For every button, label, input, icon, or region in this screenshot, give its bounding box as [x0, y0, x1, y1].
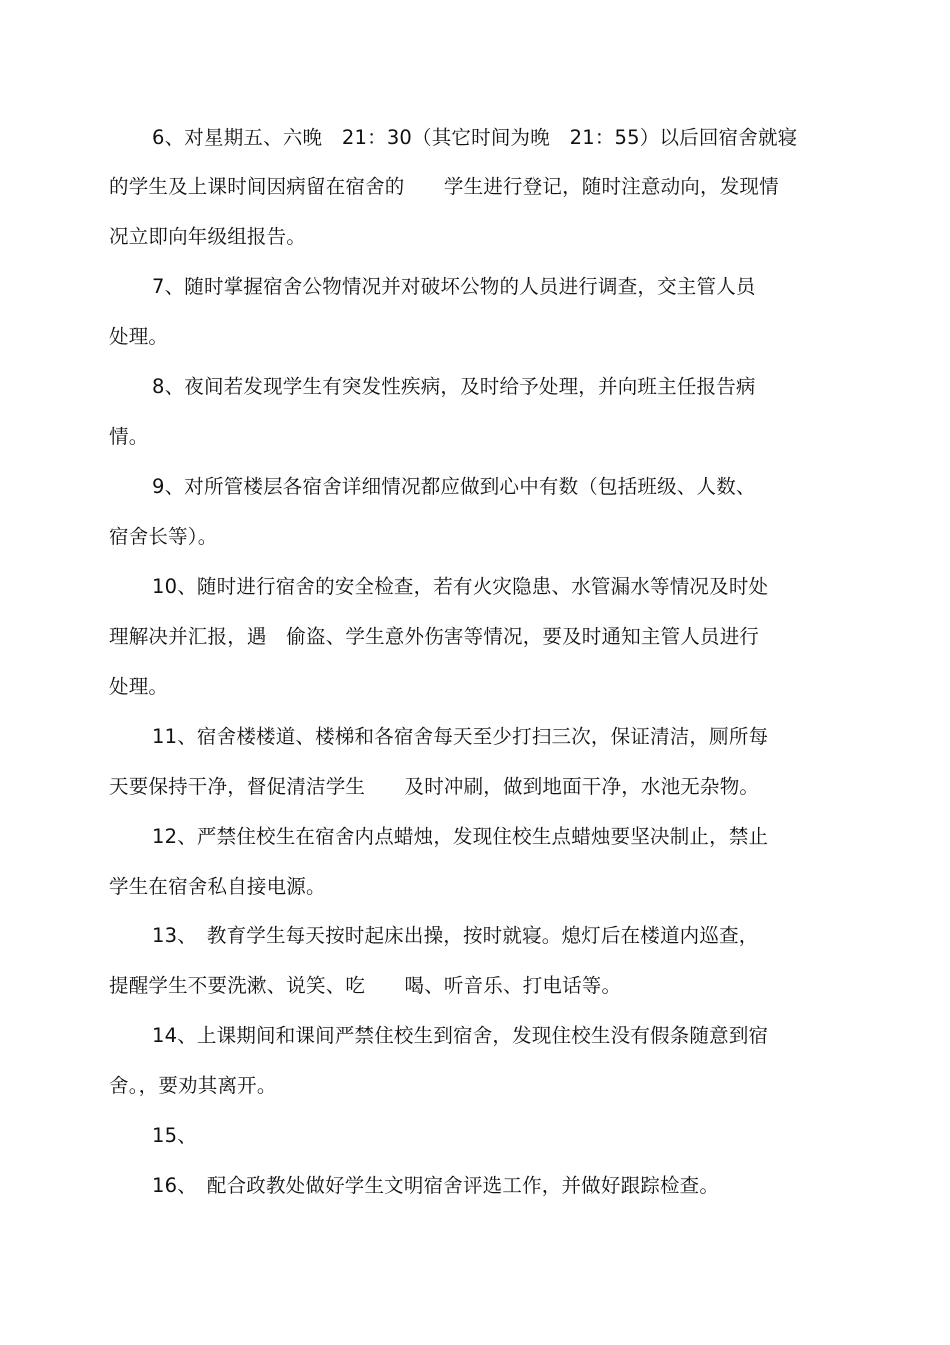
- rule-10-line-3: 处理。: [109, 675, 169, 698]
- rule-6-line-3: 况立即向年级组报告。: [109, 225, 307, 248]
- rule-14-line-1: 14、上课期间和课间严禁住校生到宿舍，发现住校生没有假条随意到宿: [152, 1024, 769, 1047]
- rule-15-line: 15、: [152, 1124, 197, 1147]
- rule-6-line-1: 6、对星期五、六晚 21：30（其它时间为晚 21：55）以后回宿舍就寝: [152, 126, 798, 149]
- rule-16-line: 16、 配合政教处做好学生文明宿舍评选工作，并做好跟踪检查。: [152, 1174, 720, 1197]
- rule-11-line-1: 11、宿舍楼楼道、楼梯和各宿舍每天至少打扫三次，保证清洁，厕所每: [152, 725, 769, 748]
- rule-9-line-1: 9、对所管楼层各宿舍详细情况都应做到心中有数（包括班级、人数、: [152, 475, 756, 498]
- rule-10-line-1: 10、随时进行宿舍的安全检查，若有火灾隐患、水管漏水等情况及时处: [152, 575, 769, 598]
- rule-12-line-1: 12、严禁住校生在宿舍内点蜡烛，发现住校生点蜡烛要坚决制止，禁止: [152, 825, 769, 848]
- rule-9-line-2: 宿舍长等）。: [109, 525, 218, 548]
- rule-7-line-1: 7、随时掌握宿舍公物情况并对破坏公物的人员进行调查，交主管人员: [152, 275, 756, 298]
- rule-7-line-2: 处理。: [109, 325, 169, 348]
- rule-12-line-2: 学生在宿舍私自接电源。: [109, 875, 326, 898]
- rule-11-line-2: 天要保持干净，督促清洁学生 及时冲刷，做到地面干净，水池无杂物。: [109, 775, 760, 798]
- rule-14-line-2: 舍。，要劝其离开。: [109, 1074, 277, 1097]
- rule-13-line-2: 提醒学生不要洗漱、说笑、吃 喝、听音乐、打电话等。: [109, 974, 622, 997]
- rule-10-line-2: 理解决并汇报，遇 偷盗、学生意外伤害等情况，要及时通知主管人员进行: [109, 625, 760, 648]
- rule-8-line-1: 8、夜间若发现学生有突发性疾病，及时给予处理，并向班主任报告病: [152, 375, 756, 398]
- rule-6-line-2: 的学生及上课时间因病留在宿舍的 学生进行登记，随时注意动向，发现情: [109, 175, 779, 198]
- rule-8-line-2: 情。: [109, 425, 149, 448]
- rule-13-line-1: 13、 教育学生每天按时起床出操，按时就寝。熄灯后在楼道内巡查，: [152, 924, 759, 947]
